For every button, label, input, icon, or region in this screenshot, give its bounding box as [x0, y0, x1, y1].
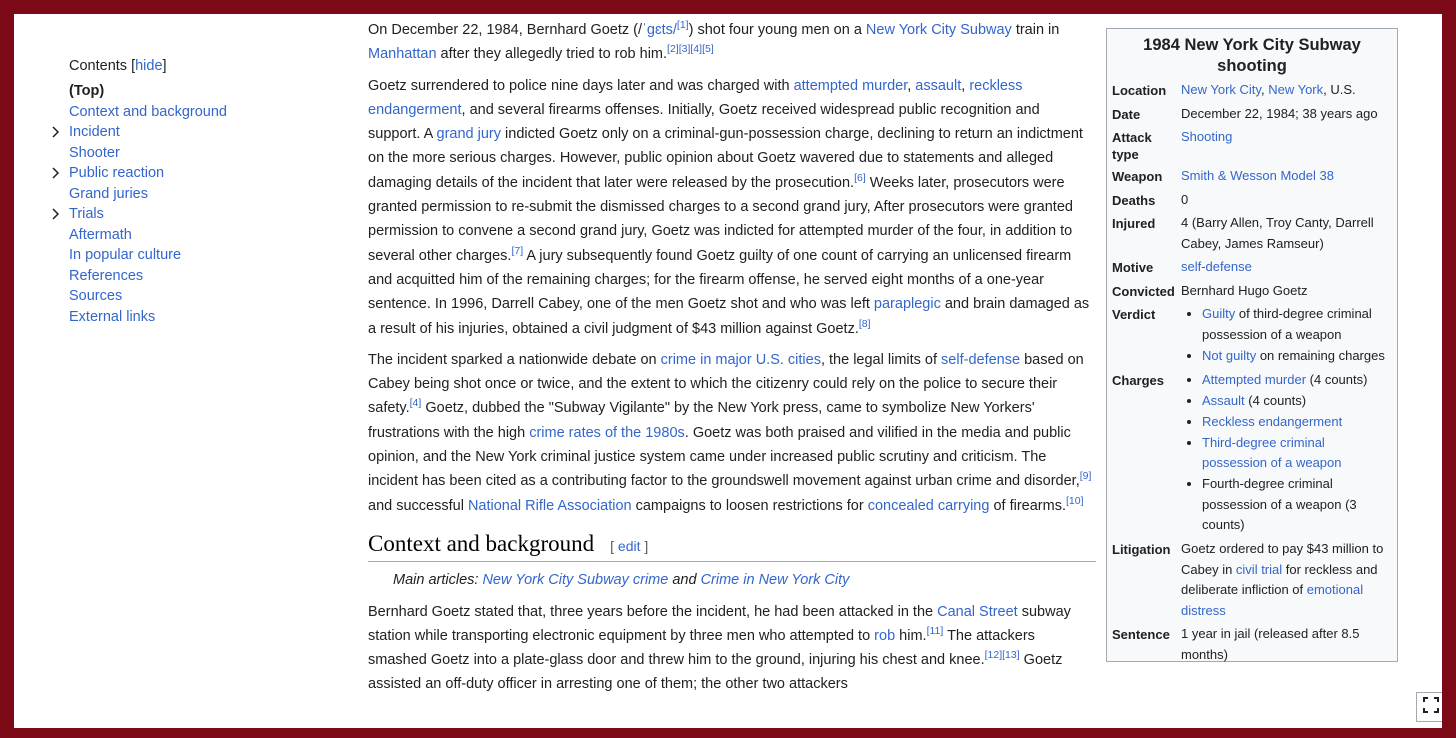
wiki-link[interactable]: assault	[915, 77, 962, 94]
text-run: ,	[1260, 82, 1269, 97]
text-run: (4 counts)	[1244, 392, 1307, 408]
toc-item[interactable]	[69, 145, 309, 161]
infobox-value	[1181, 166, 1391, 187]
text-run: Bernhard Hugo Goetz	[1181, 282, 1308, 298]
infobox-label: Motive	[1112, 260, 1154, 275]
text-run: subway station while transporting electronic equipment by three men who attempted to	[368, 603, 1071, 644]
text-run: 0	[1181, 191, 1189, 207]
infobox-value	[1181, 624, 1391, 665]
citation-link[interactable]: [9]	[1079, 470, 1092, 483]
wiki-link[interactable]: crime rates of the 1980s	[529, 424, 685, 441]
infobox-list	[1181, 304, 1391, 366]
text-run: after they allegedly tried to rob him.	[436, 46, 668, 63]
infobox-label: Deaths	[1112, 192, 1156, 208]
citation-link[interactable]: [10]	[1065, 494, 1084, 507]
list-item	[1202, 370, 1391, 391]
infobox-label: Charges	[1112, 372, 1165, 388]
infobox-label: Location	[1112, 83, 1167, 98]
toc-item[interactable]	[69, 124, 309, 140]
table-of-contents	[69, 58, 309, 329]
infobox-label: Weapon	[1112, 169, 1163, 184]
infobox-value	[1181, 80, 1391, 101]
text-run: ) shot four young men on a	[688, 22, 866, 38]
wiki-link[interactable]: /	[672, 22, 677, 38]
section-edit: [ edit ]	[610, 537, 649, 554]
infobox-label: Date	[1112, 106, 1141, 122]
infobox-row	[1107, 212, 1397, 256]
text-run: on remaining charges	[1256, 347, 1385, 363]
wiki-link[interactable]: Manhattan	[368, 46, 437, 63]
infobox-row	[1107, 126, 1397, 165]
chevron-right-icon[interactable]	[50, 206, 62, 222]
toc-item-label: Trials	[69, 206, 104, 222]
fullscreen-icon	[1423, 697, 1439, 718]
text-run: train in	[1011, 22, 1060, 38]
paragraph-debate	[368, 348, 1096, 518]
text-run: December 22, 1984; 38 years ago	[1181, 105, 1378, 121]
text-run: , and several firearms offenses. Initially, Goetz received widespread public recognition and support. A	[368, 101, 1040, 143]
text-run: Goetz, dubbed the "Subway Vigilante" by the New York press, came to symbolize New Yorkers' frustrations with the high	[368, 400, 1035, 441]
infobox-title: 1984 New York City Subway shooting	[1143, 36, 1361, 75]
list-item	[1202, 304, 1391, 345]
infobox-value	[1181, 104, 1391, 125]
infobox-row	[1107, 369, 1397, 539]
text-run: Goetz surrendered to police nine days later and was charged with	[368, 77, 794, 94]
text-run: , U.S.	[1323, 82, 1356, 97]
infobox-label: Injured	[1112, 216, 1156, 231]
infobox-value	[1181, 190, 1391, 211]
page-frame	[14, 14, 1442, 728]
text-run: based on Cabey being shot once or twice, and the extent to which the citizenry could rely on the police to secure their safety.	[368, 351, 1084, 417]
paragraph-context	[368, 600, 1096, 697]
wiki-link[interactable]: emotional distress	[1181, 582, 1364, 618]
toc-item-label: References	[69, 267, 144, 284]
infobox-label: Convicted	[1112, 283, 1175, 299]
toc-list	[69, 83, 309, 325]
toc-item-label: Sources	[69, 288, 123, 304]
text-run: The incident sparked a nationwide debate on	[368, 351, 661, 368]
infobox-list	[1181, 370, 1391, 536]
wiki-link[interactable]: Attempted murder	[1202, 371, 1307, 387]
list-item	[1202, 412, 1391, 433]
text-run: Weeks later, prosecutors were granted permission to re-submit the dismissed charges to a second grand jury, After prosecutors were granted permission to convene a second grand jury, Goetz was indicted for attempted murder of the four, in addition to several other charges.	[368, 174, 1073, 264]
text-run: and brain damaged as a result of his injuries, obtained a civil judgment of $43 million against Goetz.	[368, 296, 1090, 337]
text-run: A jury subsequently found Goetz guilty of one count of carrying an unlicensed firearm and acquitted him of the remaining charges; for the firearm offense, he served eight months of a one-year sentence. In 1996, Darrell Cabey, one of the men Goetz shot and who was left	[368, 247, 1072, 313]
infobox-value	[1181, 127, 1391, 163]
section-heading-text: Context and background	[368, 530, 595, 556]
toc-item[interactable]	[69, 83, 309, 99]
wiki-link[interactable]: Third-degree criminal possession of a weapon	[1202, 434, 1342, 470]
wiki-link[interactable]: Assault	[1202, 392, 1245, 408]
citation-link[interactable]: [6]	[854, 171, 866, 184]
toc-item-label: External links	[69, 308, 156, 325]
wiki-link[interactable]: Canal Street	[937, 603, 1018, 620]
text-run: Goetz ordered to pay $43 million to Cabey in	[1181, 541, 1384, 577]
wiki-link[interactable]: crime in major U.S. cities	[660, 351, 821, 368]
citation-link[interactable]: [12][13]	[984, 649, 1020, 662]
toc-header: Contents [hide]	[69, 58, 167, 74]
chevron-right-icon[interactable]	[50, 124, 62, 140]
infobox-row	[1107, 189, 1397, 213]
toc-item-label: (Top)	[69, 83, 105, 99]
list-item	[1202, 346, 1391, 367]
wiki-link[interactable]: New York City	[1181, 82, 1261, 97]
infobox-label: Litigation	[1112, 542, 1171, 557]
infobox-value	[1181, 370, 1391, 537]
paragraph-intro	[368, 18, 1096, 67]
toc-item[interactable]	[69, 288, 309, 304]
text-run: ,	[907, 77, 916, 94]
infobox-row	[1107, 623, 1397, 667]
toc-item[interactable]	[69, 104, 309, 120]
text-run: Goetz assisted an off-duty officer in arresting one of them; the other two attackers	[368, 652, 1063, 693]
toc-item[interactable]	[69, 309, 309, 325]
fullscreen-button[interactable]	[1416, 692, 1442, 722]
citation-link[interactable]: [8]	[858, 317, 871, 330]
wiki-link[interactable]: grand jury	[436, 126, 502, 143]
toc-item[interactable]	[69, 268, 309, 284]
text-run: , the legal limits of	[820, 351, 942, 368]
section-heading	[368, 532, 1096, 562]
text-run: . Goetz was both praised and vilified in the media and public opinion, and the New York criminal justice system came under increased public scrutiny and criticism. The incident has been cited as a contributing factor to the groundswell movement against urban crime and disorder,	[368, 424, 1080, 490]
toc-item-label: Grand juries	[69, 185, 148, 202]
infobox-row	[1107, 538, 1397, 623]
text-run: The attackers smashed Goetz into a plate-glass door and threw him to the ground, injuring his chest and knee.	[368, 627, 1035, 669]
list-item	[1202, 474, 1391, 536]
text-run: 4 (Barry Allen, Troy Canty, Darrell Cabey, James Ramseur)	[1181, 215, 1374, 251]
toc-hide-link[interactable]: hide	[135, 58, 163, 74]
wiki-link[interactable]: Shooting	[1181, 129, 1233, 144]
text-run: Main articles:	[393, 572, 483, 589]
infobox-row	[1107, 256, 1397, 280]
citation-link[interactable]: [1]	[676, 19, 689, 32]
infobox-rows	[1107, 79, 1397, 667]
article-body	[368, 18, 1096, 704]
infobox-row	[1107, 165, 1397, 189]
infobox-label: Attack type	[1112, 130, 1152, 162]
infobox-label: Sentence	[1112, 627, 1170, 642]
wiki-link[interactable]: concealed carrying	[867, 497, 990, 514]
wiki-link[interactable]: self-defense	[1181, 259, 1252, 274]
wiki-link[interactable]: attempted murder	[793, 77, 908, 94]
chevron-right-icon[interactable]	[50, 165, 62, 181]
wiki-link[interactable]: ˈɡɛts	[642, 22, 673, 38]
text-run: ,	[961, 77, 970, 94]
toc-item[interactable]	[69, 165, 309, 181]
text-run: 1 year in jail (released after 8.5 months)	[1181, 626, 1360, 662]
wiki-link[interactable]: New York City Subway crime	[482, 572, 669, 589]
wiki-link[interactable]: paraplegic	[873, 296, 941, 313]
wiki-link[interactable]: Not guilty	[1202, 347, 1257, 363]
toc-item-label: Incident	[69, 124, 120, 140]
infobox-row	[1107, 303, 1397, 369]
infobox-value	[1181, 539, 1391, 621]
infobox-value	[1181, 213, 1391, 254]
infobox-value	[1181, 304, 1391, 367]
text-run: for reckless and deliberate infliction of	[1181, 561, 1378, 597]
infobox-label: Verdict	[1112, 307, 1156, 322]
text-run: (4 counts)	[1306, 371, 1368, 387]
text-run: and successful	[368, 497, 468, 514]
infobox-row	[1107, 79, 1397, 103]
text-run: of third-degree criminal possession of a weapon	[1202, 306, 1372, 342]
infobox-value	[1181, 281, 1391, 302]
citation-link[interactable]: [4]	[409, 397, 422, 410]
wiki-link[interactable]: Smith & Wesson Model 38	[1181, 168, 1334, 183]
wiki-link[interactable]: National Rifle Association	[467, 497, 632, 514]
toc-item[interactable]	[69, 206, 309, 222]
wiki-link[interactable]: self-defense	[941, 351, 1021, 368]
toc-item-label: Shooter	[69, 144, 120, 161]
toc-item[interactable]	[69, 227, 309, 243]
wiki-link[interactable]: Crime in New York City	[700, 572, 850, 589]
toc-title: Contents	[69, 58, 128, 74]
toc-item-label: Aftermath	[69, 226, 132, 243]
citation-link[interactable]: [7]	[511, 244, 524, 257]
text-run: Bernhard Goetz stated that, three years before the incident, he had been attacked in the	[368, 603, 938, 620]
text-run: him.	[895, 627, 927, 644]
list-item	[1202, 433, 1391, 474]
toc-item[interactable]	[69, 247, 309, 263]
wiki-link[interactable]: civil trial	[1235, 561, 1283, 577]
list-item	[1202, 391, 1391, 412]
wiki-link[interactable]: reckless endangerment	[368, 77, 1023, 118]
text-run: Fourth-degree criminal possession of a weapon (3 counts)	[1202, 476, 1357, 532]
wiki-link[interactable]: Guilty	[1202, 306, 1236, 321]
citation-link[interactable]: [11]	[926, 625, 944, 637]
paragraph-charges	[368, 74, 1096, 341]
hatnote	[393, 568, 1096, 592]
citation-link[interactable]: [2][3][4][5]	[667, 43, 714, 56]
toc-item[interactable]	[69, 186, 309, 202]
section-edit-link[interactable]: edit	[617, 537, 641, 554]
toc-item-label: Context and background	[69, 103, 227, 120]
text-run: indicted Goetz only on a criminal-gun-possession charge, declining to return an indictment on the more serious charges. However, public opinion about Goetz wavered due to statements and alleged damaging details of the incident that later were released by the prosecution.	[368, 126, 1083, 191]
infobox-row	[1107, 280, 1397, 304]
text-run: and	[668, 572, 701, 589]
text-run: campaigns to loosen restrictions for	[631, 497, 868, 514]
toc-item-label: In popular culture	[69, 247, 182, 263]
wiki-link[interactable]: Reckless endangerment	[1202, 413, 1343, 429]
toc-item-label: Public reaction	[69, 165, 165, 181]
text-run: of firearms.	[989, 497, 1066, 514]
wiki-link[interactable]: New York	[1268, 82, 1324, 97]
wiki-link[interactable]: New York City Subway	[865, 22, 1012, 38]
infobox	[1106, 28, 1398, 662]
wiki-link[interactable]: rob	[874, 627, 896, 644]
text-run: On December 22, 1984, Bernhard Goetz (/	[368, 22, 643, 38]
infobox-value	[1181, 257, 1391, 278]
infobox-row	[1107, 103, 1397, 127]
